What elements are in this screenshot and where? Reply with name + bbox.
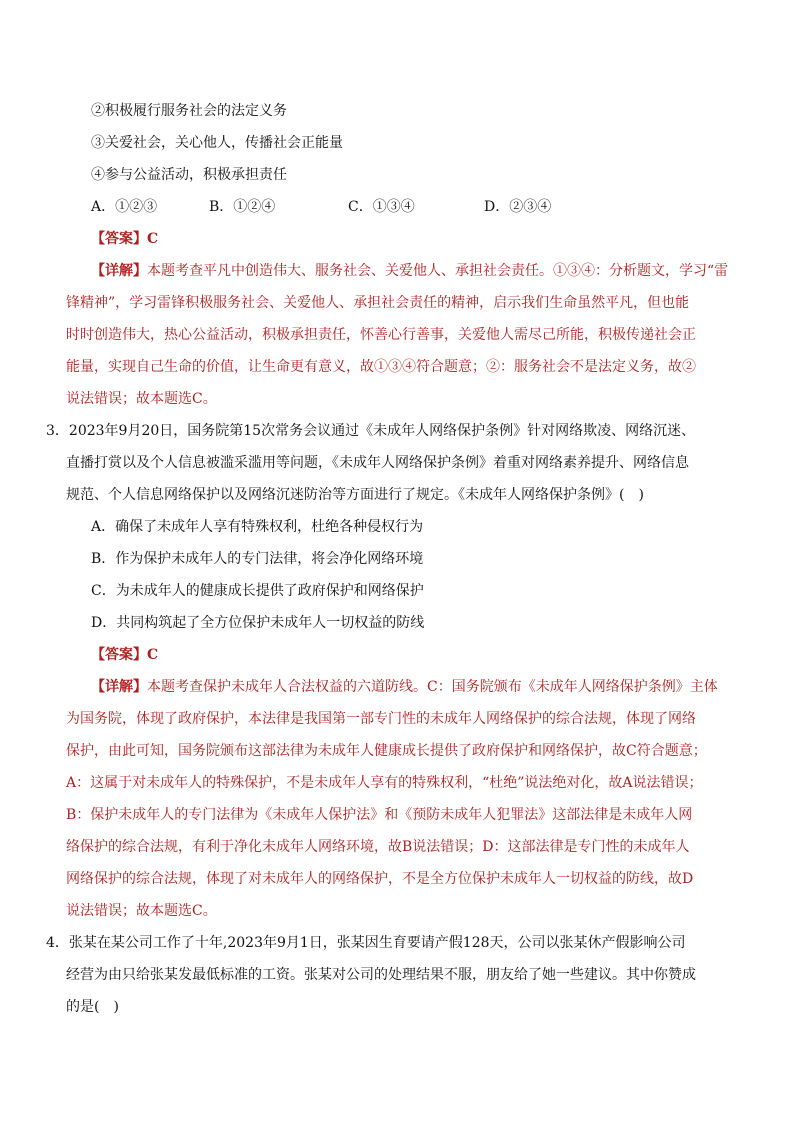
q2-options [91, 196, 691, 218]
q2-analysis-tag: 【详解】 [91, 263, 147, 279]
q4-stem-line-2: 经营为由只给张某发最低标准的工资。张某对公司的处理结果不服，朋友给了她一些建议。其中你赞成 [66, 967, 696, 983]
q2-answer [91, 228, 158, 250]
q3-option-b: B．作为保护未成年人的专门法律，将会净化网络环境 [91, 551, 424, 567]
q3-option-a: A．确保了未成年人享有特殊权利，杜绝各种侵权行为 [91, 519, 424, 535]
q3-answer [91, 644, 158, 666]
q2-answer-tag: 【答案】 [91, 231, 147, 247]
q2-option-b: B．①②④ [209, 199, 276, 215]
q4-stem-line-1: 4．张某在某公司工作了十年,2023年9月1日，张某因生育要请产假128天，公司以张某休产假影响公司 [46, 935, 686, 951]
q2-item-3: ③关爱社会，关心他人，传播社会正能量 [91, 135, 343, 151]
q2-item-2: ②积极履行服务社会的法定义务 [91, 103, 287, 119]
q3-stem-line-3: 规范、个人信息网络保护以及网络沉迷防治等方面进行了规定。《未成年人网络保护条例》( ) [66, 487, 644, 503]
q3-answer-tag: 【答案】 [91, 647, 147, 663]
q3-analysis-tag: 【详解】 [91, 679, 147, 695]
q3-option-d: D．共同构筑起了全方位保护未成年人一切权益的防线 [91, 615, 425, 631]
q2-option-c: C．①③④ [348, 199, 415, 215]
q3-analysis-line-1: 【详解】本题考查保护未成年人合法权益的六道防线。C：国务院颁布《未成年人网络保护条例》主体 [91, 679, 718, 695]
q2-analysis-line-2: 锋精神”，学习雷锋积极服务社会、关爱他人、承担社会责任的精神，启示我们生命虽然平凡，但也能 [66, 295, 690, 311]
q3-analysis-line-7: 网络保护的综合法规，体现了对未成年人的网络保护，不是全方位保护未成年人一切权益的防线，故D [66, 871, 694, 887]
q4-stem-line-3: 的是( ) [66, 999, 119, 1015]
q3-analysis-line-6: 络保护的综合法规，有利于净化未成年人网络环境，故B说法错误；D：这部法律是专门性的未成年人 [66, 839, 690, 855]
q3-analysis-line-3: 保护，由此可知，国务院颁布这部法律为未成年人健康成长提供了政府保护和网络保护，故C符合题意； [66, 743, 707, 759]
q3-analysis-line-2: 为国务院，体现了政府保护，本法律是我国第一部专门性的未成年人网络保护的综合法规，体现了网络 [66, 711, 696, 727]
q3-analysis-line-8: 说法错误；故本题选C。 [66, 903, 217, 919]
q2-option-a: A．①②③ [91, 199, 158, 215]
q3-answer-value: C [147, 647, 159, 663]
q2-analysis-line-1: 【详解】本题考查平凡中创造伟大、服务社会、关爱他人、承担社会责任。①③④：分析题文，学习“雷 [91, 263, 729, 279]
q2-option-d: D．②③④ [484, 199, 552, 215]
q2-item-4: ④参与公益活动，积极承担责任 [91, 167, 287, 183]
q2-analysis-line-4: 能量，实现自己生命的价值，让生命更有意义，故①③④符合题意；②：服务社会不是法定义务，故② [66, 359, 696, 375]
q3-option-c: C．为未成年人的健康成长提供了政府保护和网络保护 [91, 583, 424, 599]
q3-stem-line-2: 直播打赏以及个人信息被滥采滥用等问题，《未成年人网络保护条例》着重对网络素养提升、网络信息 [66, 455, 689, 471]
q2-analysis-line-3: 时时创造伟大，热心公益活动，积极承担责任，怀善心行善事，关爱他人需尽己所能，积极传递社会正 [66, 327, 696, 343]
q2-analysis-line-5: 说法错误；故本题选C。 [66, 391, 217, 407]
q3-analysis-line-5: B：保护未成年人的专门法律为《未成年人保护法》和《预防未成年人犯罪法》这部法律是未成年人网 [66, 807, 693, 823]
q3-stem-line-1: 3．2023年9月20日，国务院第15次常务会议通过《未成年人网络保护条例》针对网络欺凌、网络沉迷、 [46, 423, 696, 439]
q2-answer-value: C [147, 231, 159, 247]
q3-analysis-line-4: A：这属于对未成年人的特殊保护，不是未成年人享有的特殊权利，“杜绝”说法绝对化，故A说法错误； [66, 775, 703, 791]
